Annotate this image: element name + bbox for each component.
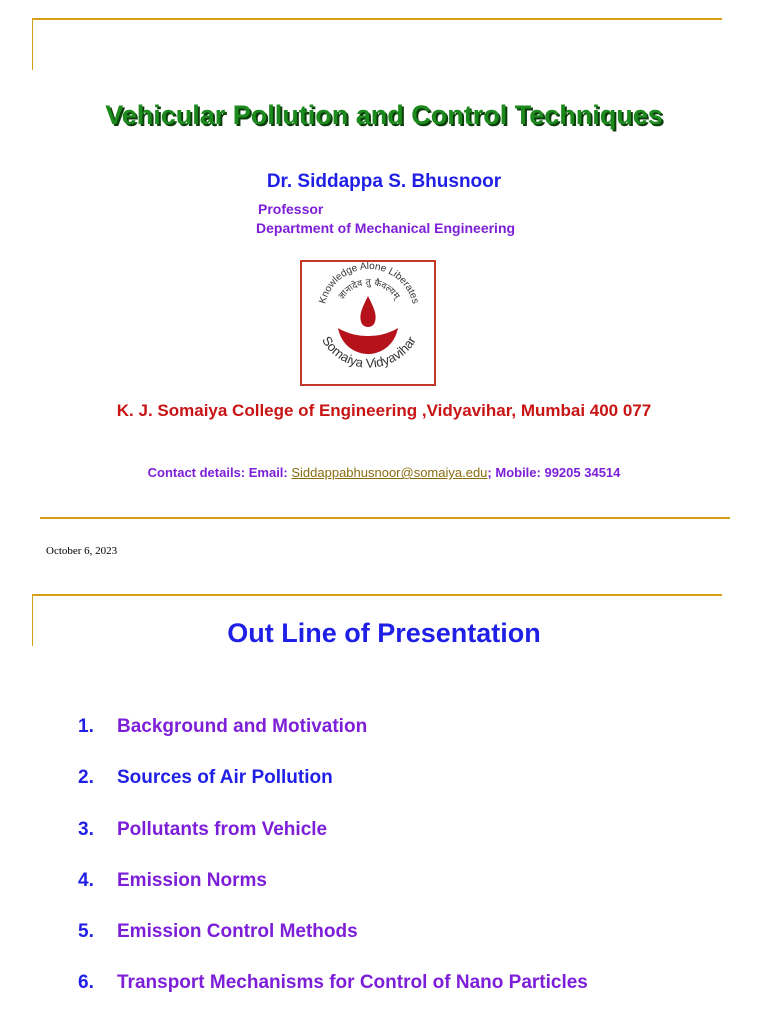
item-number: 1. [78,716,94,737]
item-text: Pollutants from Vehicle [117,819,328,840]
somaiya-logo [300,260,436,386]
list-item [78,972,588,994]
item-text: Emission Control Methods [117,921,358,942]
presentation-title: Vehicular Pollution and Control Techniques [105,100,663,130]
list-item [78,921,358,943]
email-link[interactable]: Siddappabhusnoor@somaiya.edu [291,465,488,480]
list-item [78,767,333,789]
logo-motto-english: Knowledge Alone Liberates [317,262,421,306]
footer-rule [40,517,730,519]
list-item [78,716,367,738]
list-item [78,819,327,841]
svg-text:ज्ञानादेव तु कैवल्यम् [337,276,402,302]
slide-date: October 6, 2023 [46,545,118,557]
list-item [78,870,267,892]
author-name: Dr. Siddappa S. Bhusnoor [266,171,502,192]
contact-mobile: ; Mobile: 99205 34514 [487,465,621,480]
item-number: 2. [78,767,94,788]
item-number: 6. [78,972,94,993]
contact-details [0,465,768,480]
author-role: Professor [258,201,324,217]
outline-title: Out Line of Presentation [227,618,541,648]
item-number: 5. [78,921,94,942]
outline-slide [0,590,768,1024]
logo-motto-devanagari: ज्ञानादेव तु कैवल्यम् [337,277,402,302]
item-text: Transport Mechanisms for Control of Nano Particles [117,972,588,993]
college-name: K. J. Somaiya College of Engineering ,Vidyavihar, Mumbai 400 077 [116,401,652,420]
item-text: Sources of Air Pollution [117,767,333,788]
slide-left-rule [32,18,33,70]
item-number: 3. [78,819,94,840]
author-department: Department of Mechanical Engineering [256,220,516,236]
diya-emblem-icon [302,262,434,384]
outline-list [0,590,768,1024]
item-number: 4. [78,870,94,891]
contact-prefix: Contact details: Email: [147,465,292,480]
item-text: Background and Motivation [117,716,368,737]
item-text: Emission Norms [117,870,267,891]
logo-name: Somaiya Vidyavihar [319,333,419,371]
slide-top-rule [32,18,722,20]
